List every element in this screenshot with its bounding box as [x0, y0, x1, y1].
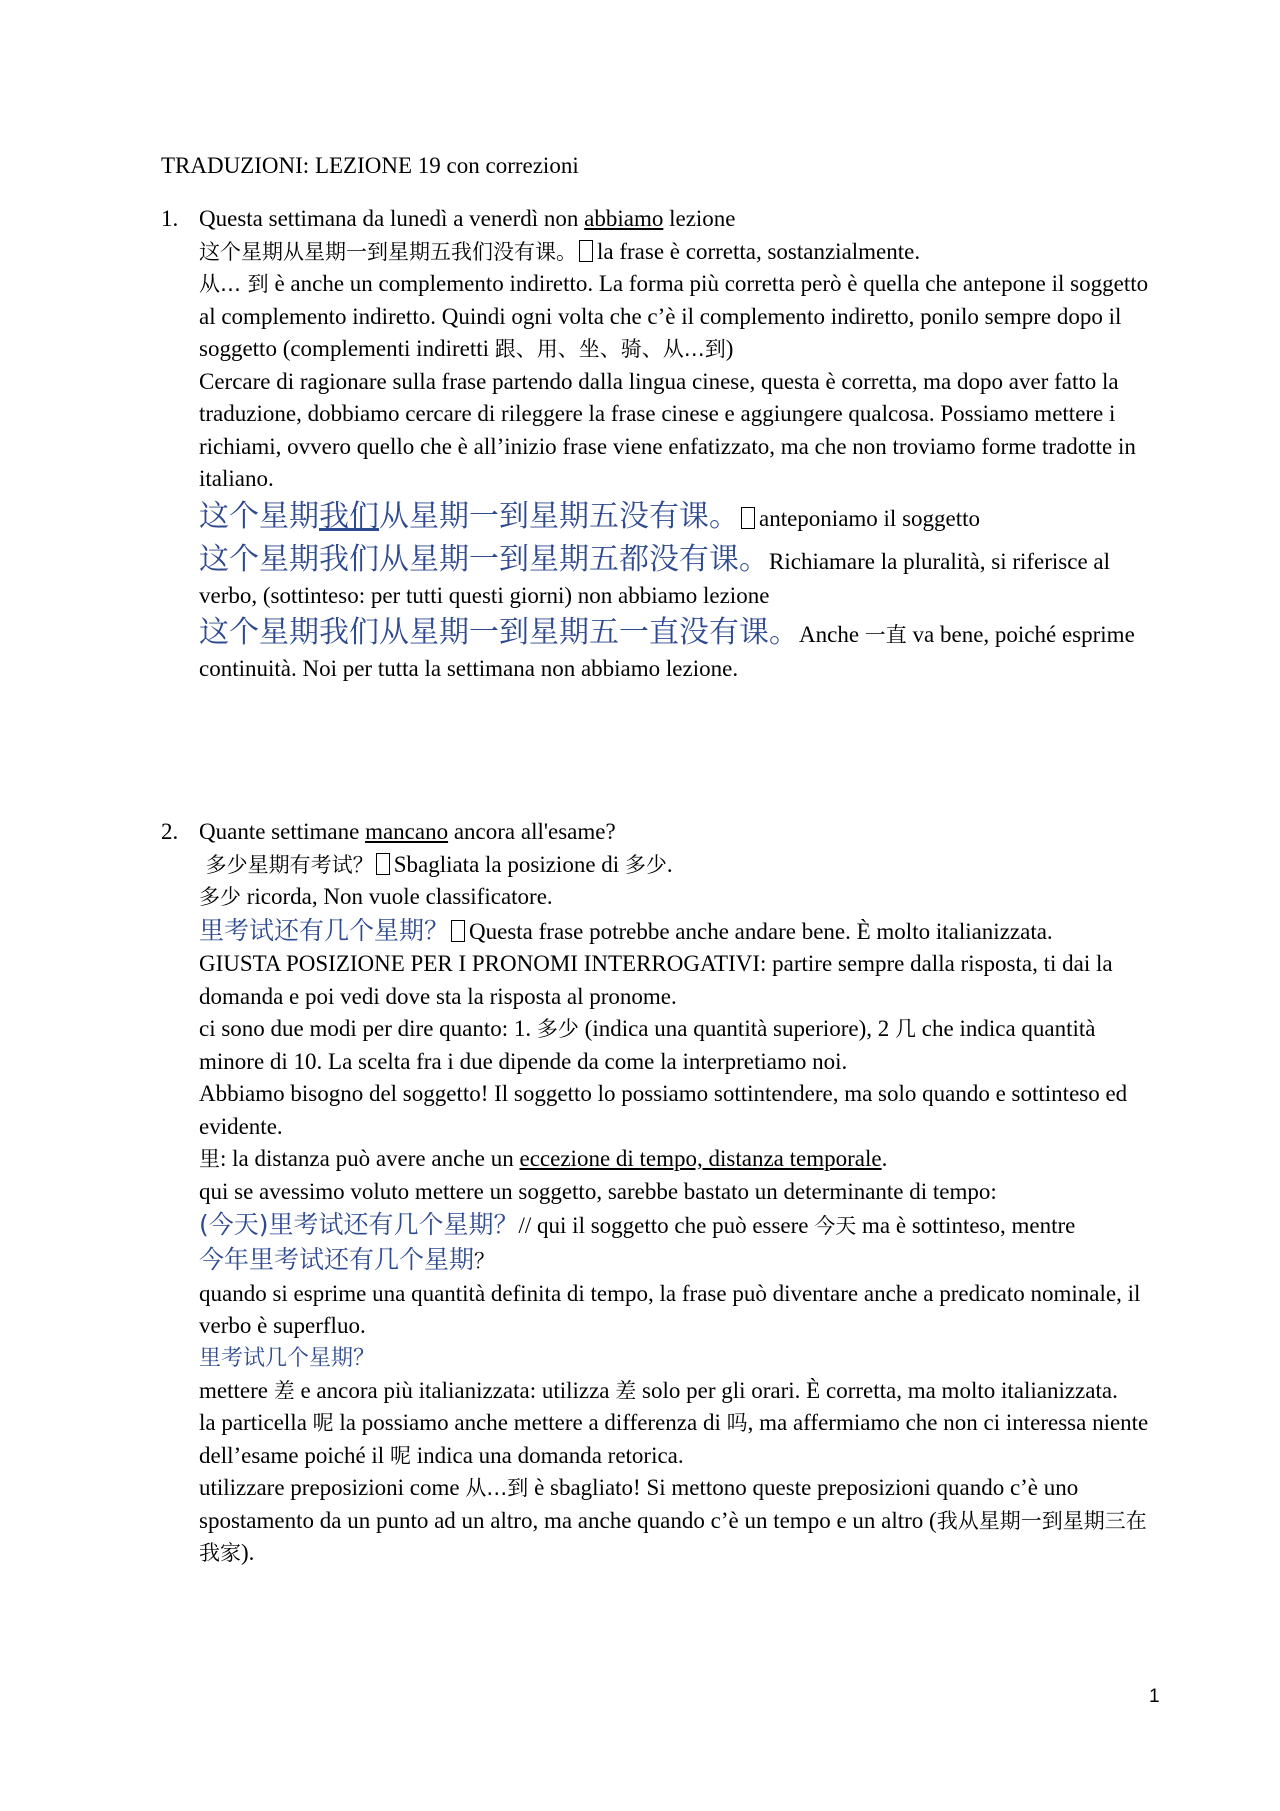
missing-glyph-icon: [376, 853, 390, 875]
missing-glyph-icon: [451, 920, 465, 942]
prompt-text: Questa settimana da lunedì a venerdì non: [199, 206, 585, 231]
note-text: mettere: [199, 1377, 274, 1403]
variant-3-chinese: 这个星期我们从星期一到星期五一直没有课。: [199, 615, 799, 650]
note-determinant: qui se avessimo voluto mettere un soggetto, sarebbe bastato un determinante di tempo:: [199, 1178, 997, 1204]
note-ne: [199, 1407, 1161, 1472]
note-text: utilizzare preposizioni come: [199, 1475, 466, 1500]
variant-1-chinese-underlined: 我们: [319, 498, 379, 534]
variant-1-chinese: 这个星期: [199, 498, 319, 534]
note-text: ricorda, Non vuole classificatore.: [241, 884, 553, 909]
variant-2-chinese: 这个星期我们从星期一到星期五都没有课。: [199, 541, 769, 577]
prompt-text-end: lezione: [663, 206, 736, 231]
note-chinese: 呢: [312, 1411, 334, 1435]
variant-3: [199, 612, 1161, 686]
note-reasoning: Cercare di ragionare sulla frase partendo dalla lingua cinese, questa è corretta, ma dopo aver fatto la traduzione, dobbiamo cercare di rileggere la frase cinese e aggiungere qualcosa. Possiamo mettere i richiami, ovvero quello che è all’inizio frase viene enfatizzato, ma che non troviamo forme tradotte in italiano.: [199, 368, 1136, 491]
note-text: che indica quantità minore di 10. La scelta fra i due dipende da come la interpretiamo noi.: [199, 1016, 1096, 1074]
missing-glyph-icon: [741, 507, 755, 529]
note-classifier: [199, 881, 1161, 914]
note-text: // qui il soggetto che può essere: [518, 1213, 815, 1238]
note-chinese: 差: [615, 1378, 637, 1403]
note-text: (indica una quantità superiore), 2: [578, 1016, 896, 1041]
example-today-chinese: (今天)里考试还有几个星期？: [199, 1210, 519, 1239]
example-this-year: [199, 1243, 1161, 1278]
question-mark: ？: [474, 1248, 496, 1273]
note-underlined: eccezione di tempo, distanza temporale: [519, 1146, 882, 1171]
prompt-underlined-word: mancano: [365, 819, 449, 844]
note-text: e ancora più italianizzata: utilizza: [294, 1377, 616, 1403]
note-text: ma è sottinteso, mentre: [856, 1213, 1076, 1238]
note-text: solo per gli orari. È corretta, ma molto italianizzata.: [636, 1377, 1118, 1403]
note-chinese: 从… 到: [199, 272, 269, 296]
variant-3-comment: Anche: [799, 622, 865, 647]
correction-1: [199, 914, 1161, 949]
note-chinese: 多少: [536, 1017, 579, 1041]
exercise-number: 2.: [161, 819, 179, 844]
note-text: , ma affermiamo che non ci interessa niente dell’esame poiché il: [199, 1410, 1149, 1468]
note-text: è anche un complemento indiretto. La forma più corretta però è quella che antepone il soggetto al complemento indiretto. Quindi ogni volta che c’è il complemento indiretto, ponilo sempre dopo il soggetto (complementi indiretti: [199, 271, 1149, 361]
page-number: 1: [1149, 1686, 1160, 1707]
note-quanto: [199, 1013, 1161, 1078]
student-answer-comment: Sbagliata la posizione di: [393, 851, 625, 877]
variant-3-comment-chinese: 一直: [864, 623, 907, 647]
note-chinese: 吗: [726, 1411, 748, 1435]
note-prepositions: [199, 1472, 1161, 1570]
prompt-text-end: ancora all'esame?: [448, 819, 616, 844]
student-answer-chinese: 这个星期从星期一到星期五我们没有课。: [199, 239, 577, 264]
example-today: [199, 1208, 1161, 1243]
note-predicate: quando si esprime una quantità definita di tempo, la frase può diventare anche a predicato nominale, il verbo è superfluo.: [199, 1280, 1141, 1338]
student-answer-comment: la frase è corretta, sostanzialmente.: [597, 238, 921, 264]
note-subject: Abbiamo bisogno del soggetto! Il soggetto lo possiamo sottintendere, ma solo quando e sottinteso ed evidente.: [199, 1081, 1128, 1139]
note-text: è sbagliato! Si mettono queste preposizioni quando c’è uno spostamento da un punto ad un altro, ma anche quando c’è un tempo e un altro (: [199, 1475, 1079, 1533]
correction-1-comment: Questa frase potrebbe anche andare bene. È molto italianizzata.: [469, 918, 1053, 944]
note-text: .: [881, 1146, 888, 1171]
note-text: ).: [241, 1540, 255, 1565]
student-answer-comment-end: .: [666, 851, 673, 877]
note-complement: [199, 268, 1161, 366]
student-answer-comment-chinese: 多少: [624, 852, 667, 877]
example-nominal: 里考试几个星期？: [199, 1345, 376, 1371]
note-chinese: 从…到: [465, 1476, 529, 1500]
example-this-year-chinese: 今年里考试还有几个星期: [199, 1244, 475, 1274]
note-close: ): [725, 336, 734, 361]
variant-1: [199, 496, 1161, 539]
note-chinese: 多少: [199, 885, 241, 909]
exercise-2: [161, 816, 1161, 1570]
note-li: [199, 1143, 1161, 1176]
exercise-number: 1.: [161, 206, 179, 231]
variant-1-chinese-end: 从星期一到星期五没有课。: [379, 498, 739, 534]
exercise-prompt: [199, 816, 1161, 849]
note-text: la particella: [199, 1410, 313, 1435]
note-chinese: 我从星期一到星期三在我家: [199, 1508, 1147, 1565]
student-answer-chinese: 多少星期有考试？: [199, 852, 374, 877]
exercise-prompt: [199, 203, 1161, 236]
note-chinese: 差: [273, 1378, 295, 1403]
exercise-1: [161, 203, 1161, 686]
note-text: ci sono due modi per dire quanto: 1.: [199, 1016, 537, 1041]
correction-1-chinese: 里考试还有几个星期？: [199, 915, 450, 945]
variant-2: [199, 539, 1161, 613]
variant-2-comment: Richiamare la pluralità, si riferisce al verbo, (sottinteso: per tutti questi giorni) non abbiamo lezione: [199, 548, 1111, 608]
missing-glyph-icon: [579, 240, 593, 262]
variant-1-comment: anteponiamo il soggetto: [759, 505, 981, 531]
note-text: la possiamo anche mettere a differenza di: [333, 1410, 727, 1435]
note-text: indica una domanda retorica.: [410, 1442, 684, 1468]
note-cha: [199, 1375, 1161, 1408]
note-interrogative: GIUSTA POSIZIONE PER I PRONOMI INTERROGATIVI: partire sempre dalla risposta, ti dai la domanda e poi vedi dove sta la risposta al pronome.: [199, 951, 1113, 1009]
note-chinese: 里: [199, 1147, 220, 1171]
prompt-text: Quante settimane: [199, 819, 366, 844]
note-chinese: 几: [895, 1017, 917, 1041]
note-text: : la distanza può avere anche un: [220, 1146, 520, 1171]
exercise-body: [199, 816, 1161, 1570]
document-title: TRADUZIONI: LEZIONE 19 con correzioni: [161, 153, 579, 178]
prompt-underlined-word: abbiamo: [584, 206, 664, 231]
variant-3-comment-end: va bene, poiché esprime continuità. Noi per tutta la settimana non abbiamo lezione.: [199, 622, 1135, 681]
student-answer: [199, 849, 1161, 882]
student-answer: [199, 236, 1161, 269]
note-chinese-list: 跟、用、坐、骑、从…到: [494, 337, 726, 361]
note-chinese: 今天: [814, 1214, 857, 1238]
note-chinese: 呢: [389, 1443, 411, 1468]
exercise-body: [199, 203, 1161, 686]
